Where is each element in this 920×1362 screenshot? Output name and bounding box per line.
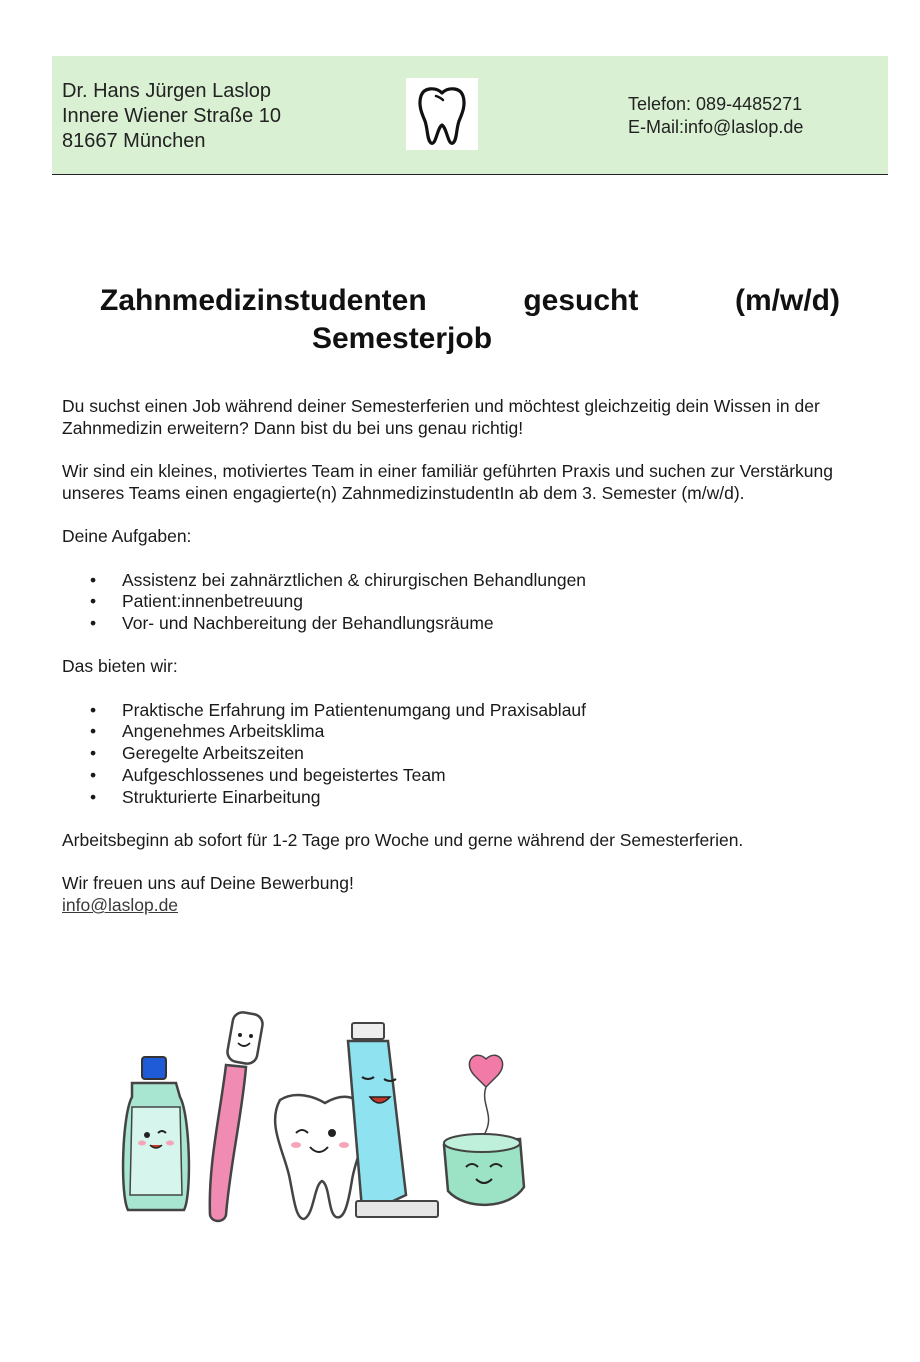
phone-number: Telefon: 089-4485271	[628, 94, 803, 114]
list-item: • Praktische Erfahrung im Patientenumgang und Praxisablauf	[90, 699, 587, 720]
list-item: • Aufgeschlossenes und begeistertes Team	[90, 764, 446, 785]
start-paragraph: Arbeitsbeginn ab sofort für 1-2 Tage pro Woche und gerne während der Semesterferien.	[62, 829, 744, 850]
address-name: Dr. Hans Jürgen Laslop	[62, 80, 272, 102]
dental-floss-icon	[444, 1055, 524, 1205]
address-city: 81667 München	[62, 130, 206, 152]
title-subline: Semesterjob	[311, 322, 493, 355]
dental-care-illustration	[100, 1005, 530, 1230]
tooth-character-icon	[275, 1095, 364, 1219]
list-item: • Assistenz bei zahnärztlichen & chirurgischen Behandlungen	[90, 569, 587, 590]
list-item: • Patient:innenbetreuung	[90, 591, 303, 612]
tooth-icon	[416, 84, 468, 146]
tasks-list	[62, 570, 844, 635]
tasks-heading: Deine Aufgaben:	[62, 526, 192, 547]
page-title	[100, 282, 840, 358]
practice-address	[62, 79, 281, 154]
offer-heading: Das bieten wir:	[62, 656, 178, 677]
list-item: • Geregelte Arbeitszeiten	[90, 743, 304, 764]
list-item: • Angenehmes Arbeitsklima	[90, 721, 325, 742]
contact-info	[628, 93, 803, 139]
closing-text: Wir freuen uns auf Deine Bewerbung!	[62, 873, 354, 894]
list-item: • Vor- und Nachbereitung der Behandlungsräume	[90, 612, 494, 633]
offers-list	[62, 700, 844, 809]
mouthwash-bottle-icon	[123, 1057, 189, 1210]
email-address[interactable]: E-Mail:info@laslop.de	[628, 117, 804, 137]
title-word: (m/w/d)	[735, 284, 840, 317]
address-street: Innere Wiener Straße 10	[62, 105, 281, 127]
title-word: Zahnmedizinstudenten	[100, 284, 427, 317]
practice-logo	[406, 78, 478, 150]
job-description	[62, 396, 844, 917]
email-link[interactable]: info@laslop.de	[62, 895, 179, 916]
intro-paragraph: Du suchst einen Job während deiner Semesterferien und möchtest gleichzeitig dein Wissen in der Zahnmedizin erweitern? Dann bist du bei uns genau richtig!	[62, 396, 820, 438]
title-word: gesucht	[523, 284, 639, 317]
toothpaste-tube-icon	[348, 1023, 438, 1217]
toothbrush-icon	[210, 1011, 264, 1221]
letterhead	[52, 56, 888, 175]
closing-block	[62, 873, 844, 916]
list-item: • Strukturierte Einarbeitung	[90, 786, 321, 807]
team-paragraph: Wir sind ein kleines, motiviertes Team in einer familiär geführten Praxis und suchen zur Verstärkung unseres Teams einen engagierte(n) ZahnmedizinstudentIn ab dem 3. Semester (m/w/d).	[62, 461, 833, 503]
